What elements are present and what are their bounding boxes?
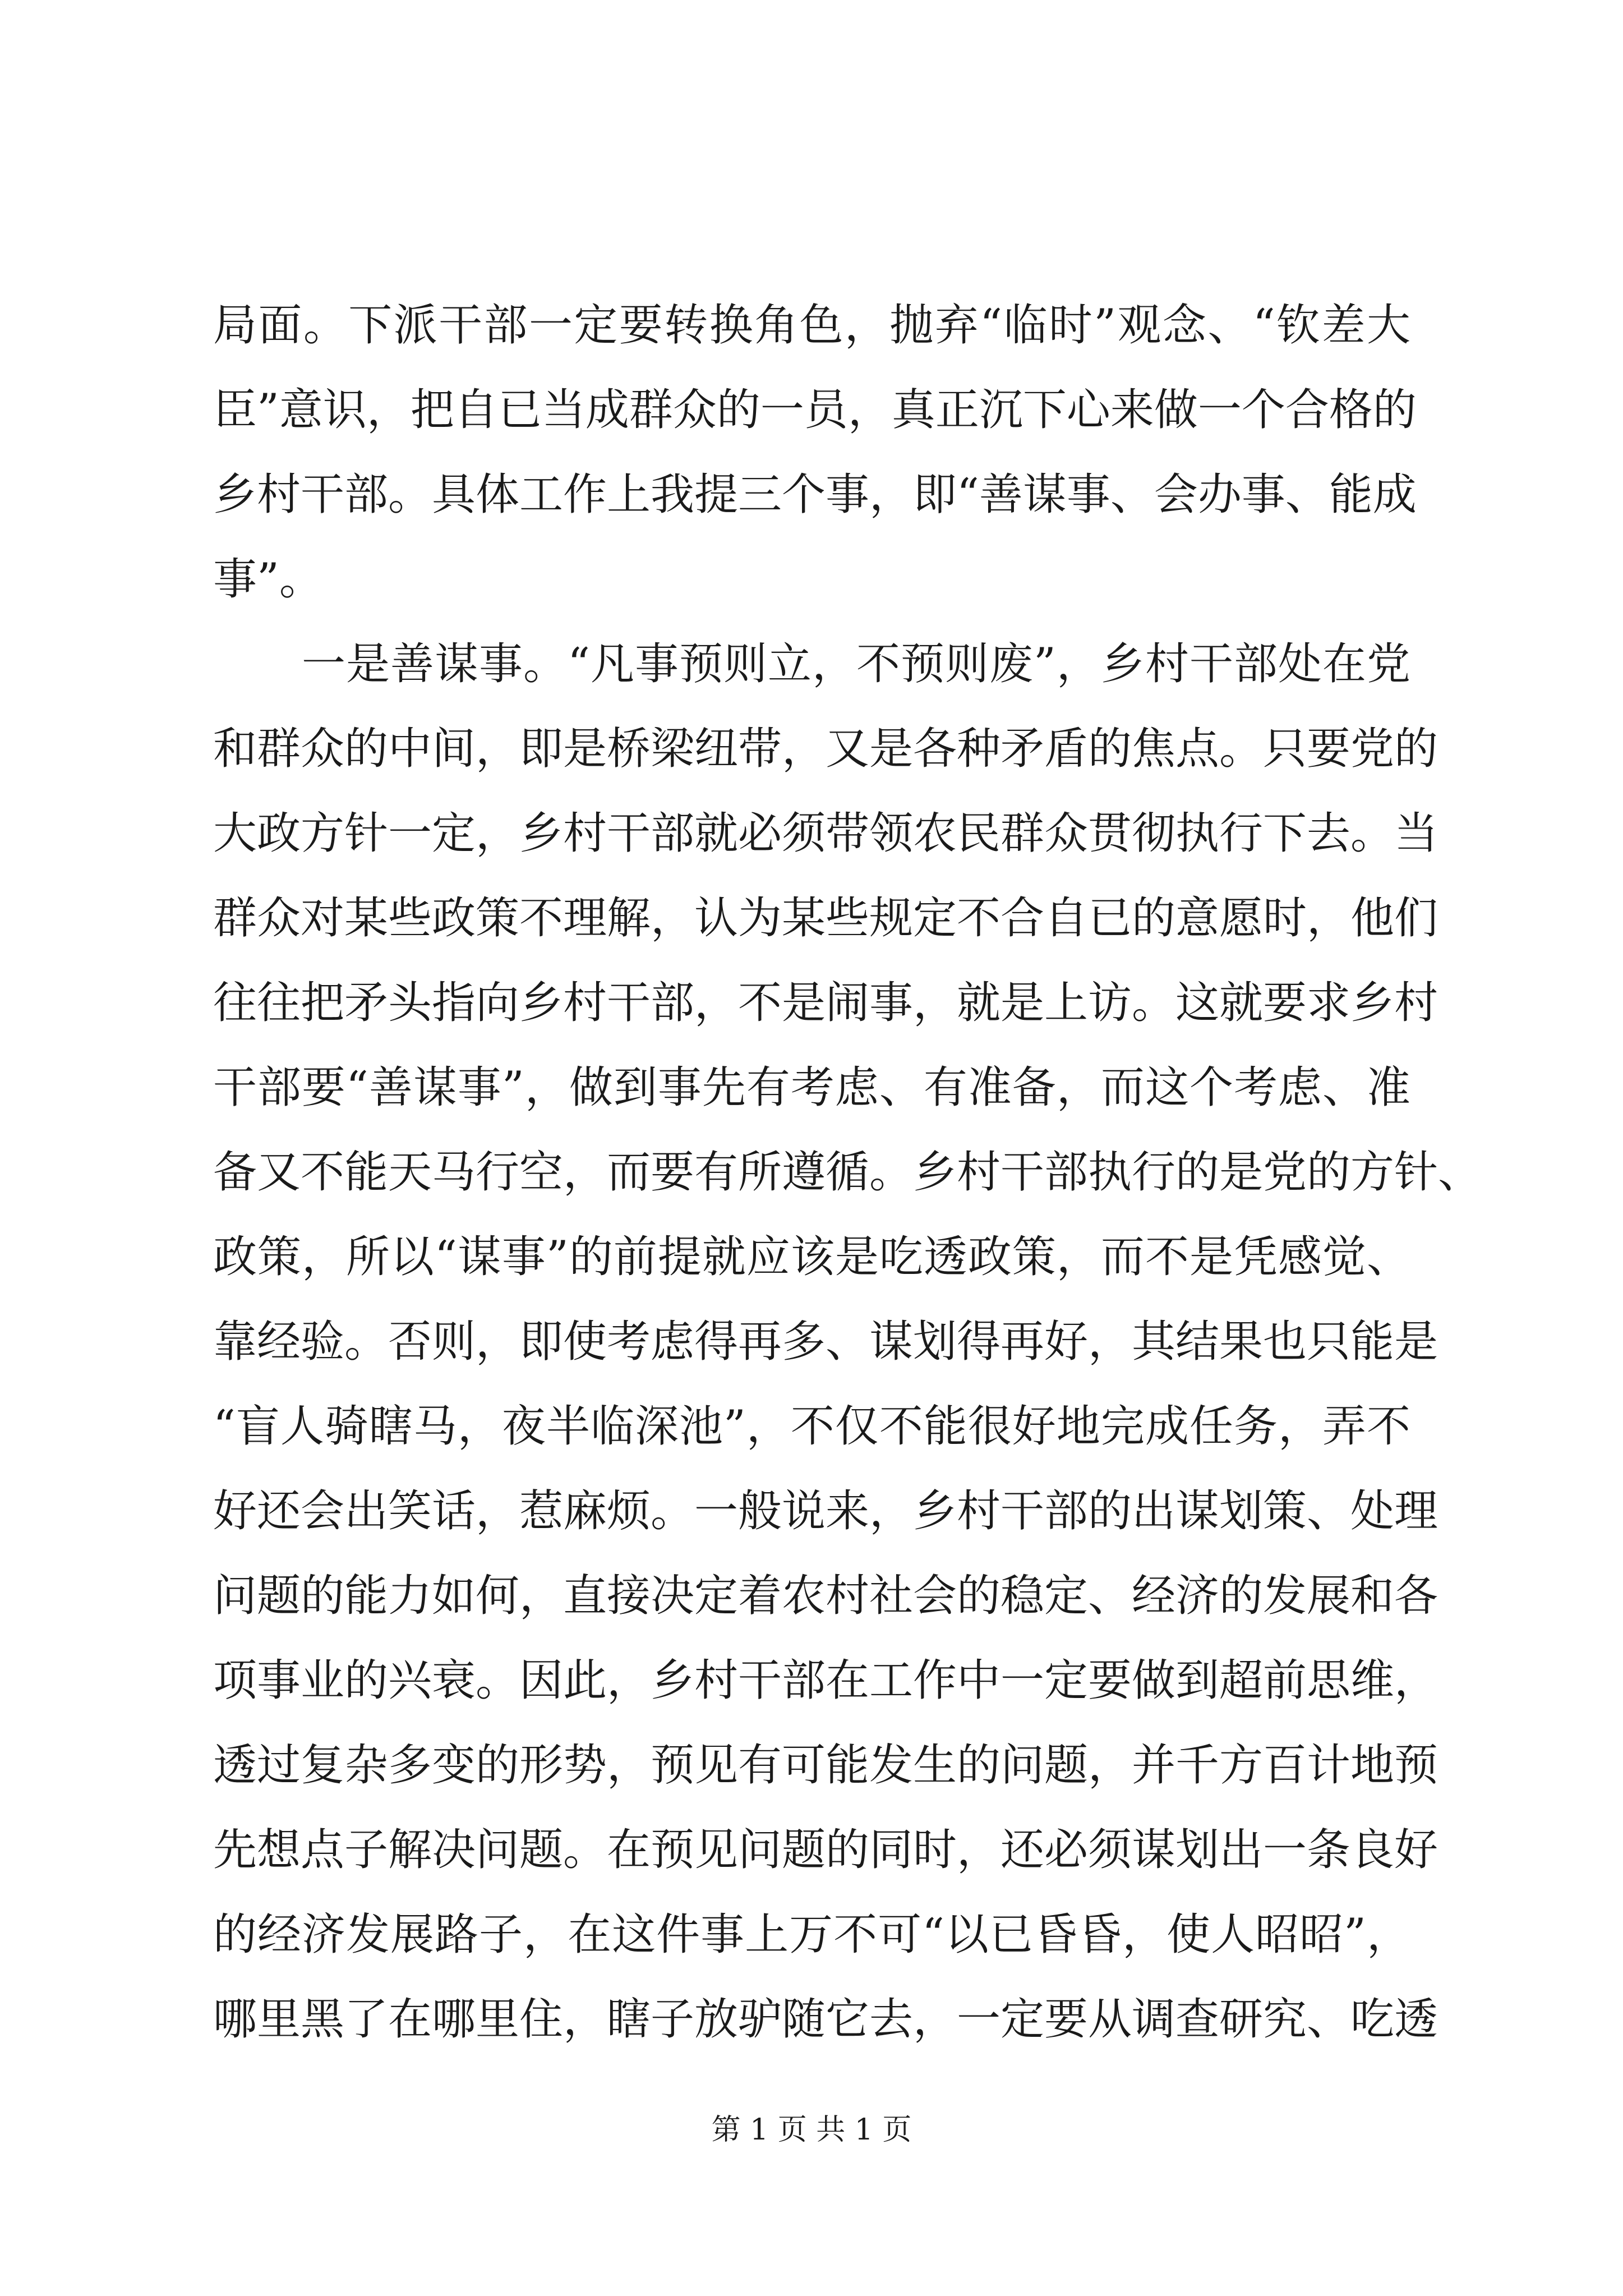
text-line: 哪里黑了在哪里住，瞎子放驴随它去，一定要从调查研究、吃透: [213, 1994, 1438, 2045]
text-line: 和群众的中间，即是桥梁纽带，又是各种矛盾的焦点。只要党的: [213, 724, 1438, 774]
document-body: [213, 283, 1482, 2062]
text-line: 先想点子解决问题。在预见问题的同时，还必须谋划出一条良好: [213, 1825, 1438, 1875]
text-line: 臣”意识，把自已当成群众的一员，真正沉下心来做一个合格的: [213, 385, 1417, 435]
text-line: 事”。: [213, 554, 323, 605]
text-line: 问题的能力如何，直接决定着农村社会的稳定、经济的发展和各: [213, 1571, 1438, 1621]
text-line: 干部要“善谋事”，做到事先有考虑、有准备，而这个考虑、准: [213, 1062, 1410, 1113]
text-line: 好还会出笑话，惹麻烦。一般说来，乡村干部的出谋划策、处理: [213, 1486, 1438, 1536]
text-line: 透过复杂多变的形势，预见有可能发生的问题，并千方百计地预: [213, 1740, 1438, 1791]
text-line: 的经济发展路子，在这件事上万不可“以已昏昏，使人昭昭”，: [213, 1910, 1410, 1960]
page-number-footer: 第 1 页 共 1 页: [711, 2113, 912, 2147]
text-line: 往往把矛头指向乡村干部，不是闹事，就是上访。这就要求乡村: [213, 978, 1438, 1028]
text-line: 群众对某些政策不理解，认为某些规定不合自已的意愿时，他们: [213, 893, 1438, 944]
text-line: 乡村干部。具体工作上我提三个事，即“善谋事、会办事、能成: [213, 470, 1417, 520]
text-line: 政策，所以“谋事”的前提就应该是吃透政策，而不是凭感觉、: [213, 1232, 1410, 1282]
text-line: 大政方针一定，乡村干部就必须带领农民群众贯彻执行下去。当: [213, 808, 1438, 859]
text-line: 一是善谋事。“凡事预则立，不预则废”，乡村干部处在党: [213, 639, 1410, 689]
text-line: 备又不能天马行空，而要有所遵循。乡村干部执行的是党的方针、: [213, 1147, 1482, 1198]
text-line: 局面。下派干部一定要转换角色，抛弃“临时”观念、“钦差大: [213, 300, 1410, 351]
text-line: “盲人骑瞎马，夜半临深池”，不仅不能很好地完成任务，弄不: [213, 1401, 1410, 1452]
text-line: 靠经验。否则，即使考虑得再多、谋划得再好，其结果也只能是: [213, 1317, 1438, 1367]
text-line: 项事业的兴衰。因此，乡村干部在工作中一定要做到超前思维，: [213, 1655, 1438, 1706]
